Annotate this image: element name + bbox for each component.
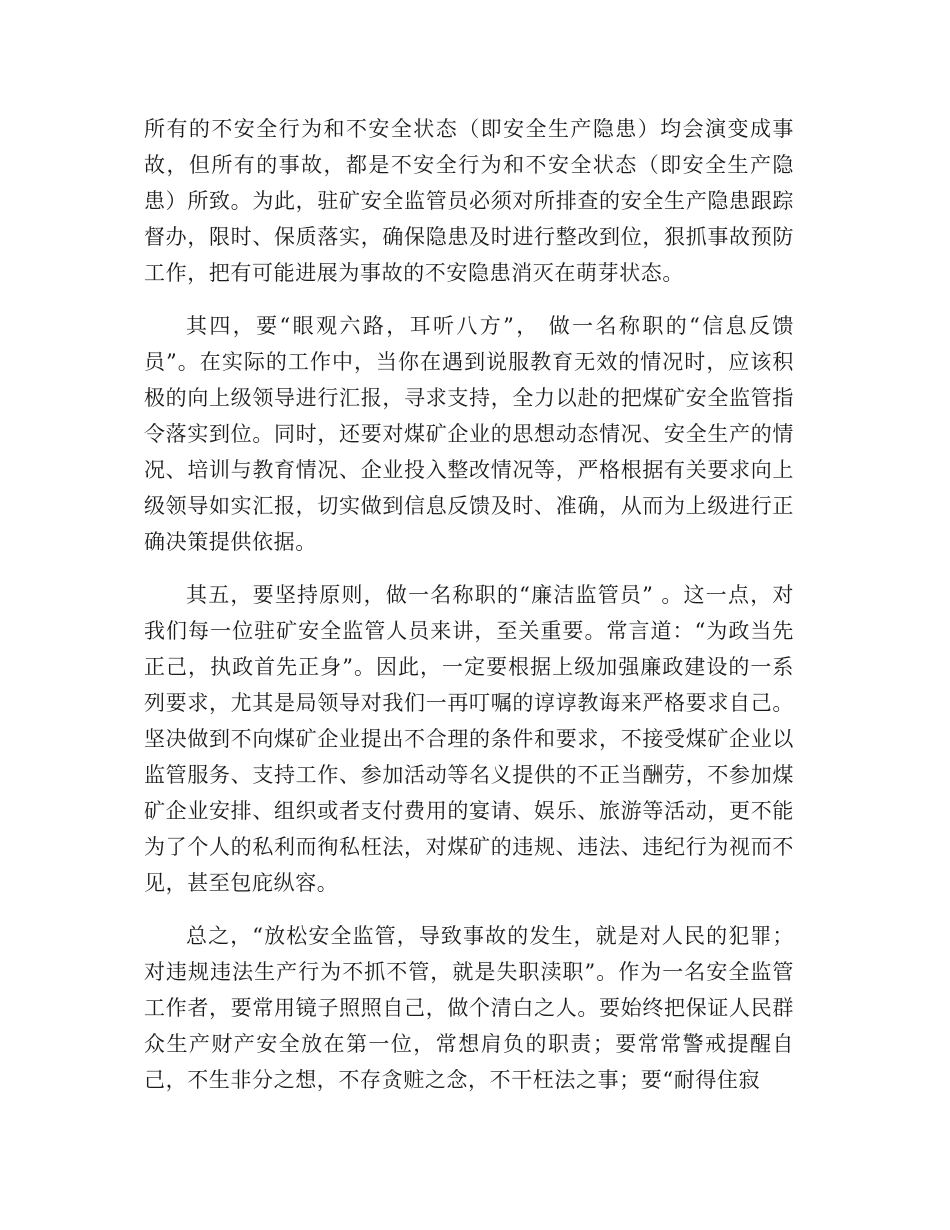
paragraph-conclusion: 总之，“放松安全监管，导致事故的发生，就是对人民的犯罪；对违规违法生产行为不抓不管，就是失职渎职”。作为一名安全监管工作者，要常用镜子照照自己，做个清白之人。要始终把保证人民群众生产财产安全放在第一位，常想肩负的职责；要常常警戒提醒自己，不生非分之想，不存贪赃之念，不干枉法之事；要“耐得住寂 (144, 924, 794, 1092)
paragraph-point-four: 其四，要“眼观六路，耳听八方”， 做一名称职的“信息反馈员”。在实际的工作中，当你在遇到说服教育无效的情况时，应该积极的向上级领导进行汇报，寻求支持，全力以赴的把煤矿安全监管指令落实到位。同时，还要对煤矿企业的思想动态情况、安全生产的情况、培训与教育情况、企业投入整改情况等，严格根据有关要求向上级领导如实汇报，切实做到信息反馈及时、准确，从而为上级进行正确决策提供依据。 (144, 314, 794, 554)
document-body (144, 111, 794, 1115)
paragraph-continuation: 所有的不安全行为和不安全状态（即安全生产隐患）均会演变成事故，但所有的事故，都是不安全行为和不安全状态（即安全生产隐患）所致。为此，驻矿安全监管员必须对所排查的安全生产隐患跟踪督办，限时、保质落实，确保隐患及时进行整改到位，狠抓事故预防工作，把有可能进展为事故的不安隐患消灭在萌芽状态。 (144, 117, 794, 285)
paragraph-point-five: 其五，要坚持原则，做一名称职的“廉洁监管员” 。这一点，对我们每一位驻矿安全监管人员来讲，至关重要。常言道：“为政当先正己，执政首先正身”。因此，一定要根据上级加强廉政建设的一系列要求，尤其是局领导对我们一再叮嘱的谆谆教诲来严格要求自己。坚决做到不向煤矿企业提出不合理的条件和要求，不接受煤矿企业以监管服务、支持工作、参加活动等名义提供的不正当酬劳，不参加煤矿企业安排、组织或者支付费用的宴请、娱乐、旅游等活动，更不能为了个人的私利而徇私枉法，对煤矿的违规、违法、违纪行为视而不见，甚至包庇纵容。 (144, 583, 794, 895)
